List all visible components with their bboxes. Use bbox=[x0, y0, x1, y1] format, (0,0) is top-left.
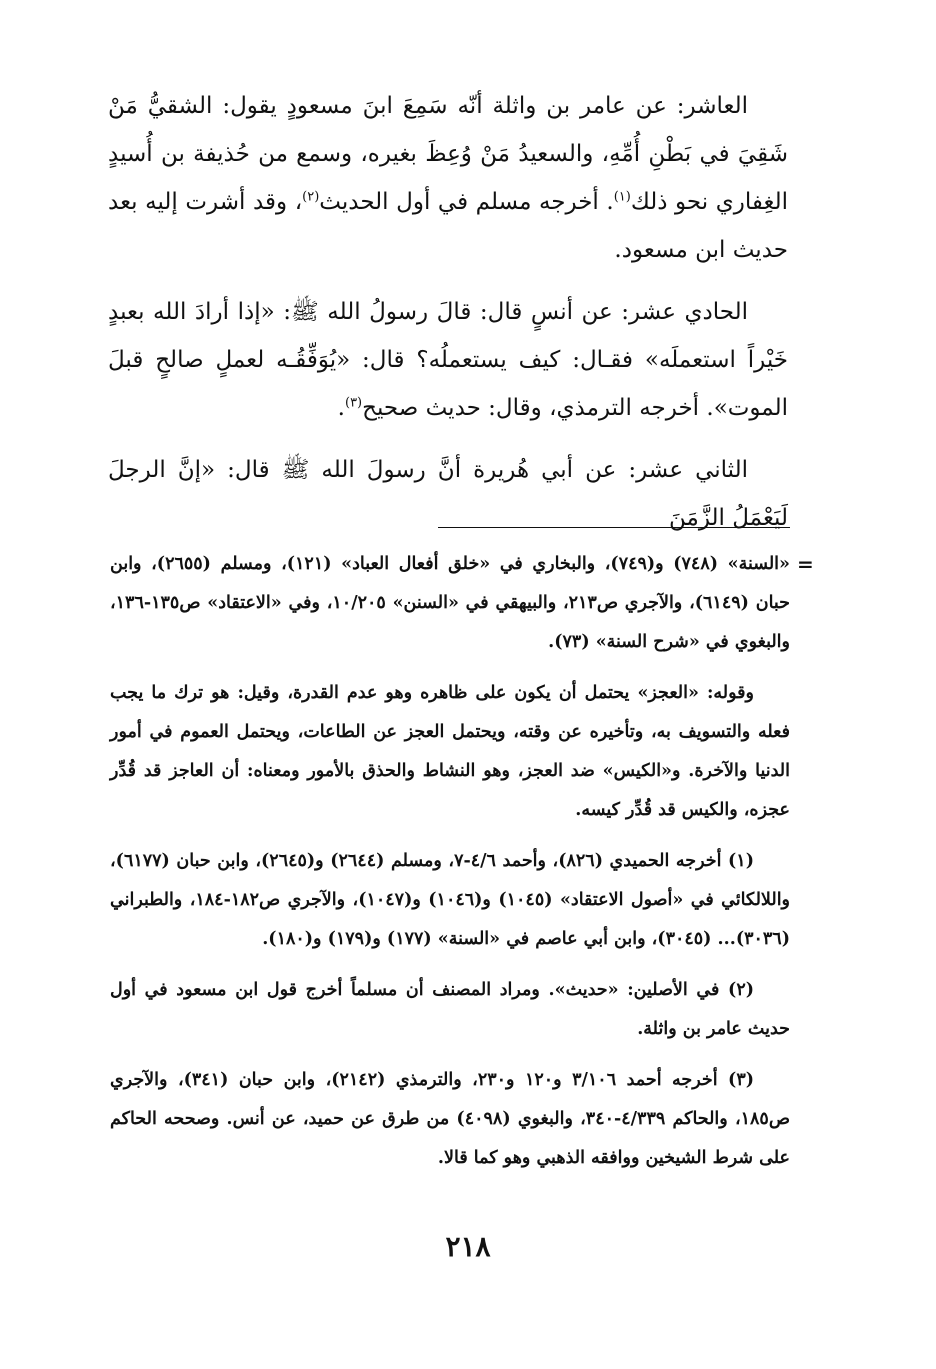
main-text-body bbox=[108, 82, 788, 542]
page-number: ٢١٨ bbox=[445, 1230, 491, 1263]
footnote-3: (٣) أخرجه أحمد ٣/١٠٦ و١٢٠ و٢٣٠، والترمذي (٢١٤٢)، وابن حبان (٣٤١)، والآجري ص١٨٥، والحاكم ٤/٣٣٩-٣٤٠، والبغوي (٤٠٩٨) من طرق عن حميد، عن أنس. وصححه الحاكم على شرط الشيخين ووافقه الذهبي وهو كما قالا. bbox=[110, 1070, 790, 1168]
paragraph-text: الثاني عشر: عن أبي هُريرة أنَّ رسولَ الله ﷺ قال: «إنَّ الرجلَ لَيَعْمَلُ الزَّمَنَ bbox=[108, 457, 788, 531]
paragraph-text: الحادي عشر: عن أنسٍ قال: قالَ رسولُ الله ﷺ: «إذا أرادَ الله بعبدٍ خَيْراً استعملَه» فقـال: كيف يستعملُه؟ قال: «يُوَفِّقُـه لعملٍ صالحٍ قبلَ الموت». أخرجه الترمذي، وقال: حديث صحيح bbox=[108, 299, 788, 421]
footnote-ref-1: (١) bbox=[613, 189, 631, 205]
footnote-1: (١) أخرجه الحميدي (٨٢٦)، وأحمد ٤/٦-٧، ومسلم (٢٦٤٤) و(٢٦٤٥)، وابن حبان (٦١٧٧)، واللالكائي في «أصول الاعتقاد» (١٠٤٥) و(١٠٤٦) و(١٠٤٧)، والآجري ص١٨٢-١٨٤، والطبراني (٣٠٣٦)... (٣٠٤٥)، وابن أبي عاصم في «السنة» (١٧٧) و(١٧٩) و(١٨٠). bbox=[110, 851, 791, 949]
footnote-continued: «السنة» (٧٤٨) و(٧٤٩)، والبخاري في «خلق أفعال العباد» (١٢١)، ومسلم (٢٦٥٥)، وابن حبان (٦١٤٩)، والآجري ص٢١٣، والبيهقي في «السنن» ١٠/٢٠٥، وفي «الاعتقاد» ص١٣٥-١٣٦، والبغوي في «شرح السنة» (٧٣). bbox=[110, 554, 790, 652]
paragraph-text-end: . bbox=[337, 395, 345, 421]
footnote-2: (٢) في الأصلين: «حديث». ومراد المصنف أن مسلماً أخرج قول ابن مسعود في أول حديث عامر بن واثلة. bbox=[110, 980, 790, 1039]
footnote-ref-3: (٣) bbox=[344, 395, 363, 411]
footnote-ref-2: (٢) bbox=[302, 189, 320, 205]
paragraph-text: العاشر: عن عامر بن واثلة أنّه سَمِعَ ابنَ مسعودٍ يقول: الشقيُّ مَنْ شَقِيَ في بَطْنِ أُمِّهِ، والسعيدُ مَنْ وُعِظَ بغيره، وسمع من حُذيفة بن أُسيدٍ الغِفاري نحو ذلك bbox=[108, 93, 788, 215]
paragraph-text-continued: . أخرجه مسلم في أول الحديث bbox=[319, 189, 614, 215]
paragraph-text-end: ، وقد أشرت إليه بعد حديث ابن مسعود. bbox=[108, 189, 788, 263]
paragraph-eleventh bbox=[108, 288, 788, 432]
footnote-commentary: وقوله: «العجز» يحتمل أن يكون على ظاهره وهو عدم القدرة، وقيل: هو ترك ما يجب فعله والتسويف به، وتأخيره عن وقته، ويحتمل العجز عن الطاعات، ويحتمل العموم في أمور الدنيا والآخرة. و«الكيس» ضد العجز، وهو النشاط والحذق بالأمور ومعناه: أن العاجز قد قُدِّر عجزه، والكيس قد قُدِّر كيسه. bbox=[110, 683, 790, 820]
footnotes-section bbox=[110, 545, 790, 1190]
footnote-separator-line bbox=[438, 527, 790, 528]
footnote-continuation-mark: = bbox=[797, 552, 814, 576]
paragraph-tenth bbox=[108, 82, 788, 274]
